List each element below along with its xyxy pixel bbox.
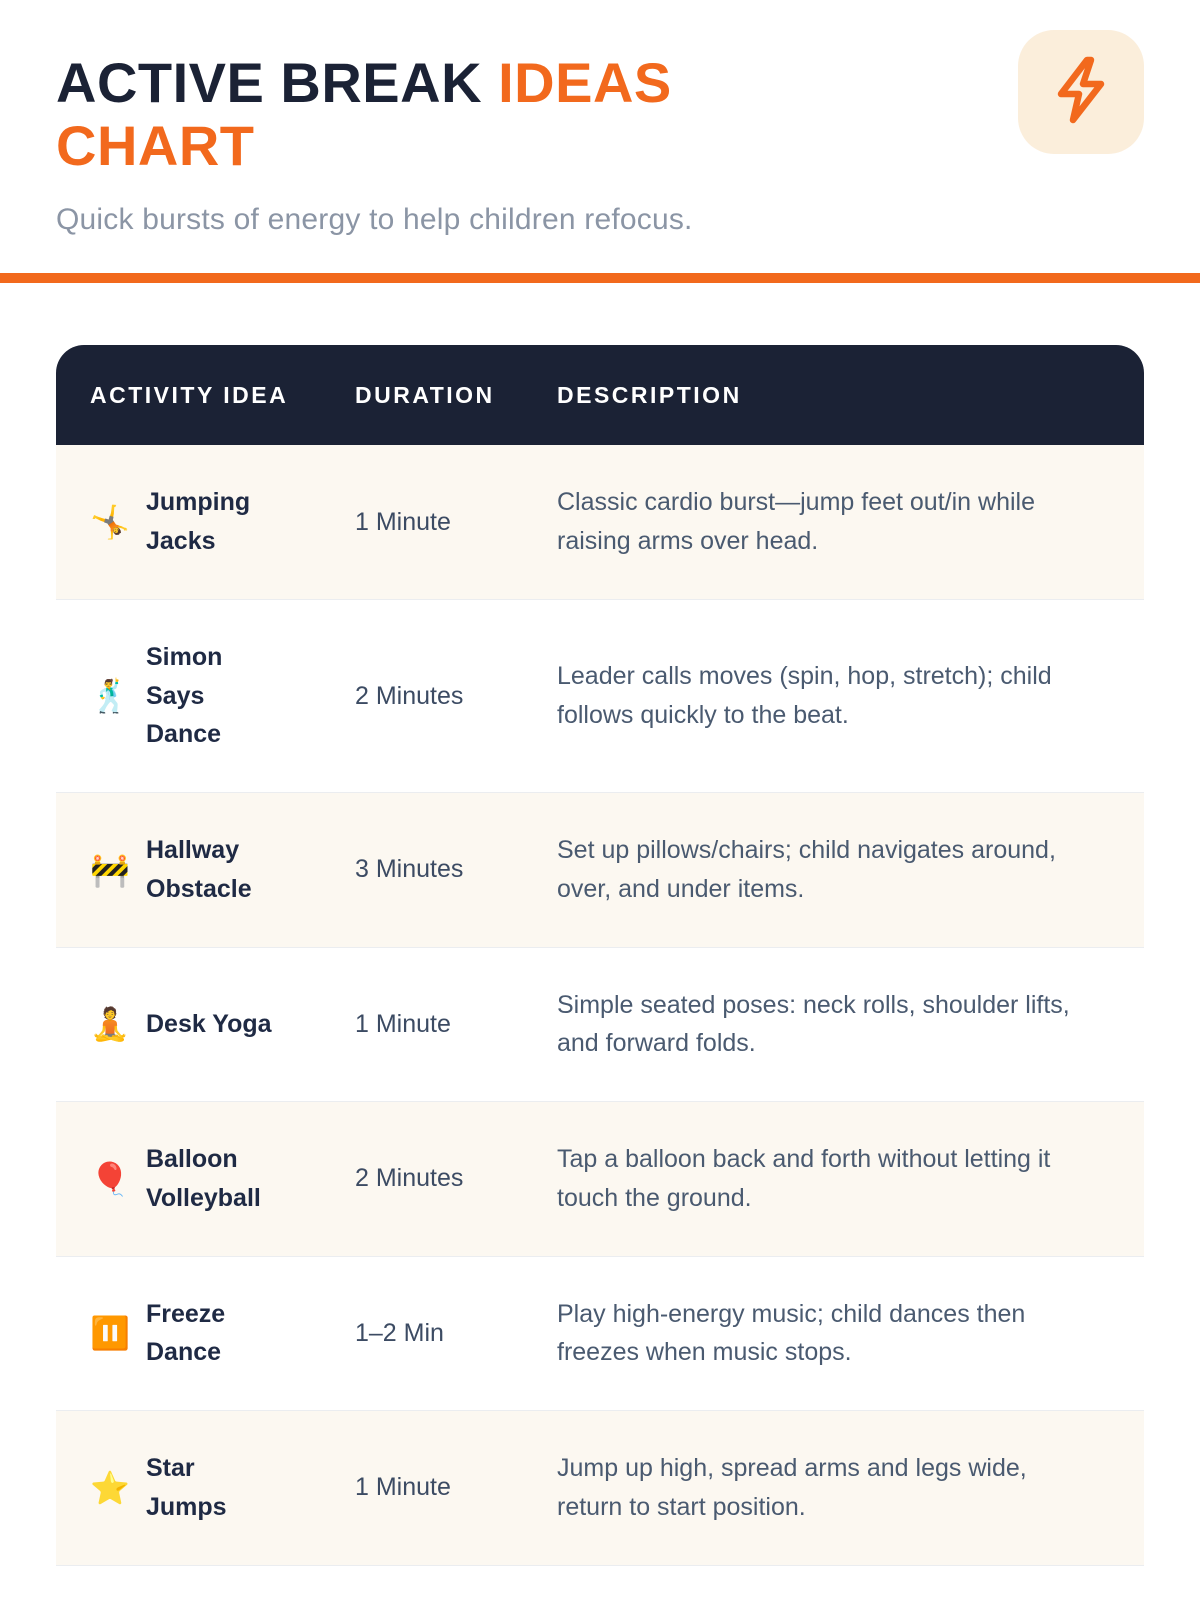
column-header-description: DESCRIPTION (557, 381, 742, 408)
header-icon-box (1018, 30, 1144, 154)
activity-duration: 1 Minute (355, 1473, 451, 1502)
activity-name: Freeze Dance (146, 1299, 226, 1367)
table-header-row (56, 345, 1144, 445)
dancer-icon: 🕺 (90, 678, 130, 715)
activity-name: Star Jumps (146, 1454, 227, 1521)
pause-button-icon: ⏸️ (90, 1315, 130, 1352)
activity-name: Jumping Jacks (146, 488, 251, 556)
lightning-bolt-icon (1047, 54, 1115, 131)
activity-name: Simon Says Dance (146, 642, 223, 749)
star-icon: ⭐ (90, 1469, 130, 1506)
table-row (56, 600, 1144, 793)
page-subtitle: Quick bursts of energy to help children refocus. (56, 203, 693, 237)
table-body (56, 445, 1144, 1565)
activity-name: Desk Yoga (146, 1010, 272, 1039)
column-header-duration: DURATION (355, 381, 495, 408)
activity-name: Hallway Obstacle (146, 836, 252, 903)
activity-duration: 1 Minute (355, 1009, 451, 1038)
accent-divider (0, 273, 1200, 283)
activity-cell (90, 1257, 355, 1411)
activity-duration: 1 Minute (355, 507, 451, 536)
activity-description: Play high-energy music; child dances then freezes when music stops. (557, 1299, 1026, 1367)
activity-cell (90, 793, 355, 947)
table-row (56, 793, 1144, 948)
activity-cell (90, 1102, 355, 1256)
activity-duration: 2 Minutes (355, 681, 464, 710)
table-row (56, 948, 1144, 1103)
table-row (56, 445, 1144, 600)
table-row (56, 1102, 1144, 1257)
construction-barrier-icon: 🚧 (90, 851, 130, 888)
column-header-activity: ACTIVITY IDEA (90, 381, 289, 408)
activity-cell (90, 600, 355, 792)
page-title-dark: ACTIVE BREAK (56, 51, 499, 114)
activity-description: Simple seated poses: neck rolls, shoulder lifts, and forward folds. (557, 990, 1070, 1058)
activity-duration: 1–2 Min (355, 1318, 444, 1347)
activity-duration: 2 Minutes (355, 1164, 464, 1193)
activity-description: Classic cardio burst—jump feet out/in while raising arms over head. (557, 488, 1035, 556)
activity-cell (90, 1411, 355, 1565)
page-title-accent: IDEAS CHART (56, 51, 672, 177)
page-title (56, 52, 836, 177)
activity-description: Tap a balloon back and forth without letting it touch the ground. (557, 1145, 1051, 1212)
table-row (56, 1257, 1144, 1412)
page-header (0, 0, 1200, 237)
cartwheel-icon: 🤸 (90, 504, 130, 541)
activity-description: Leader calls moves (spin, hop, stretch); child follows quickly to the beat. (557, 662, 1052, 730)
activity-description: Jump up high, spread arms and legs wide, return to start position. (557, 1454, 1027, 1521)
table-row (56, 1411, 1144, 1566)
activity-duration: 3 Minutes (355, 855, 464, 884)
activity-cell (90, 967, 355, 1082)
balloon-icon: 🎈 (90, 1160, 130, 1197)
activity-table (56, 345, 1144, 1565)
activity-cell (90, 445, 355, 599)
activity-description: Set up pillows/chairs; child navigates around, over, and under items. (557, 836, 1056, 903)
activity-name: Balloon Volleyball (146, 1145, 261, 1212)
lotus-yoga-icon: 🧘 (90, 1006, 130, 1043)
